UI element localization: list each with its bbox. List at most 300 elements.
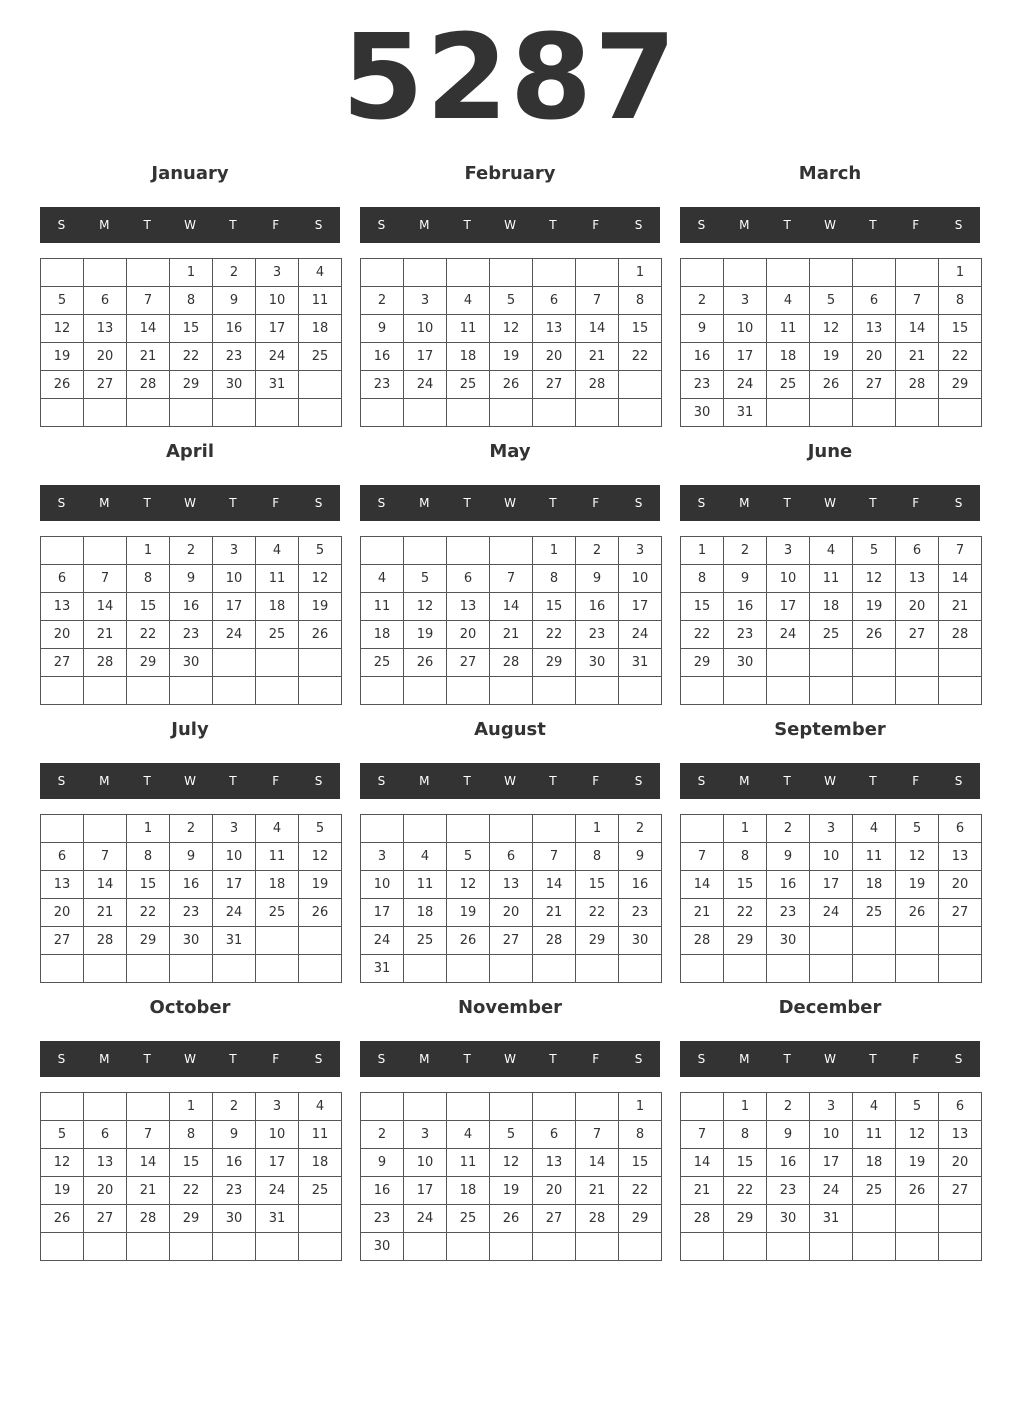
- day-cell: 13: [490, 871, 533, 899]
- day-cell: 8: [127, 565, 170, 593]
- day-cell: 21: [939, 593, 982, 621]
- weekday-label: F: [592, 774, 600, 788]
- week-row: [41, 287, 342, 315]
- day-cell: 5: [299, 537, 342, 565]
- day-cell: 1: [724, 815, 767, 843]
- day-cell: 18: [810, 593, 853, 621]
- empty-day-cell: [619, 955, 662, 983]
- day-cell: 8: [939, 287, 982, 315]
- day-cell: 29: [681, 649, 724, 677]
- weekday-label: M: [99, 218, 110, 232]
- day-cell: 20: [490, 899, 533, 927]
- empty-day-cell: [127, 677, 170, 705]
- day-cell: 13: [84, 1149, 127, 1177]
- day-cell: 7: [84, 565, 127, 593]
- empty-day-cell: [619, 677, 662, 705]
- day-cell: 20: [84, 343, 127, 371]
- days-grid: [680, 536, 982, 705]
- day-cell: 8: [127, 843, 170, 871]
- day-cell: 16: [361, 343, 404, 371]
- day-cell: 18: [256, 871, 299, 899]
- day-cell: 21: [576, 343, 619, 371]
- weekday-label: M: [739, 1052, 750, 1066]
- week-row: [41, 1205, 342, 1233]
- weekday-label: W: [824, 1052, 836, 1066]
- week-row: [41, 315, 342, 343]
- day-cell: 5: [41, 287, 84, 315]
- empty-day-cell: [84, 955, 127, 983]
- day-cell: 23: [170, 899, 213, 927]
- empty-day-cell: [767, 649, 810, 677]
- week-row: [361, 1093, 662, 1121]
- day-cell: 9: [213, 1121, 256, 1149]
- weekday-label: F: [272, 218, 280, 232]
- weekday-label: F: [912, 774, 920, 788]
- day-cell: 18: [447, 1177, 490, 1205]
- day-cell: 18: [447, 343, 490, 371]
- empty-day-cell: [84, 815, 127, 843]
- week-row: [361, 371, 662, 399]
- day-cell: 6: [896, 537, 939, 565]
- weekday-label: T: [869, 1052, 877, 1066]
- empty-day-cell: [533, 677, 576, 705]
- day-cell: 19: [41, 343, 84, 371]
- day-cell: 18: [361, 621, 404, 649]
- empty-day-cell: [896, 399, 939, 427]
- empty-day-cell: [533, 399, 576, 427]
- empty-day-cell: [853, 927, 896, 955]
- weekday-label: T: [229, 218, 237, 232]
- empty-day-cell: [256, 399, 299, 427]
- day-cell: 8: [681, 565, 724, 593]
- day-cell: 21: [127, 1177, 170, 1205]
- day-cell: 4: [361, 565, 404, 593]
- day-cell: 17: [404, 1177, 447, 1205]
- empty-day-cell: [681, 677, 724, 705]
- weekday-label: T: [783, 1052, 791, 1066]
- weekday-label: M: [739, 218, 750, 232]
- day-cell: 27: [533, 371, 576, 399]
- weekday-label: M: [739, 774, 750, 788]
- day-cell: 6: [939, 815, 982, 843]
- day-cell: 27: [853, 371, 896, 399]
- week-row: [41, 1093, 342, 1121]
- empty-day-cell: [810, 955, 853, 983]
- week-row: [681, 343, 982, 371]
- day-cell: 19: [853, 593, 896, 621]
- day-cell: 6: [41, 843, 84, 871]
- day-cell: 10: [767, 565, 810, 593]
- week-row: [361, 815, 662, 843]
- day-cell: 12: [41, 315, 84, 343]
- week-row: [681, 537, 982, 565]
- week-row: [41, 371, 342, 399]
- day-cell: 5: [41, 1121, 84, 1149]
- day-cell: 23: [767, 899, 810, 927]
- day-cell: 30: [361, 1233, 404, 1261]
- day-cell: 13: [853, 315, 896, 343]
- day-cell: 29: [724, 1205, 767, 1233]
- day-cell: 19: [41, 1177, 84, 1205]
- day-cell: 17: [767, 593, 810, 621]
- day-cell: 2: [767, 815, 810, 843]
- day-cell: 11: [299, 1121, 342, 1149]
- empty-day-cell: [896, 955, 939, 983]
- day-cell: 10: [619, 565, 662, 593]
- week-row: [41, 621, 342, 649]
- day-cell: 3: [256, 259, 299, 287]
- day-cell: 22: [576, 899, 619, 927]
- day-cell: 13: [447, 593, 490, 621]
- empty-day-cell: [170, 677, 213, 705]
- day-cell: 3: [724, 287, 767, 315]
- weekday-label: W: [504, 1052, 516, 1066]
- day-cell: 24: [256, 1177, 299, 1205]
- day-cell: 7: [127, 287, 170, 315]
- day-cell: 5: [404, 565, 447, 593]
- day-cell: 7: [939, 537, 982, 565]
- day-cell: 8: [170, 287, 213, 315]
- weekday-label: W: [824, 218, 836, 232]
- week-row: [681, 593, 982, 621]
- week-row: [681, 843, 982, 871]
- weekday-header: [360, 1041, 660, 1077]
- day-cell: 22: [127, 899, 170, 927]
- days-grid: [40, 814, 342, 983]
- day-cell: 3: [256, 1093, 299, 1121]
- day-cell: 29: [619, 1205, 662, 1233]
- day-cell: 31: [619, 649, 662, 677]
- day-cell: 28: [939, 621, 982, 649]
- day-cell: 29: [127, 927, 170, 955]
- day-cell: 12: [896, 1121, 939, 1149]
- day-cell: 3: [404, 1121, 447, 1149]
- week-row: [361, 343, 662, 371]
- week-row: [361, 259, 662, 287]
- weekday-label: S: [57, 774, 66, 788]
- empty-day-cell: [213, 677, 256, 705]
- week-row: [681, 399, 982, 427]
- year-title: 5287: [341, 8, 679, 146]
- day-cell: 28: [84, 649, 127, 677]
- day-cell: 19: [810, 343, 853, 371]
- weekday-label: S: [634, 774, 643, 788]
- day-cell: 7: [84, 843, 127, 871]
- day-cell: 22: [533, 621, 576, 649]
- day-cell: 6: [41, 565, 84, 593]
- day-cell: 25: [299, 343, 342, 371]
- day-cell: 11: [361, 593, 404, 621]
- day-cell: 3: [767, 537, 810, 565]
- day-cell: 27: [939, 899, 982, 927]
- day-cell: 5: [447, 843, 490, 871]
- weekday-label: M: [419, 218, 430, 232]
- day-cell: 14: [84, 871, 127, 899]
- day-cell: 28: [490, 649, 533, 677]
- empty-day-cell: [619, 1233, 662, 1261]
- day-cell: 13: [939, 843, 982, 871]
- empty-day-cell: [810, 927, 853, 955]
- empty-day-cell: [127, 259, 170, 287]
- day-cell: 24: [810, 1177, 853, 1205]
- month-name: April: [165, 441, 215, 462]
- weekday-label: T: [229, 1052, 237, 1066]
- day-cell: 9: [170, 843, 213, 871]
- weekday-header: [40, 207, 340, 243]
- empty-day-cell: [490, 537, 533, 565]
- weekday-label: S: [697, 1052, 706, 1066]
- day-cell: 17: [619, 593, 662, 621]
- day-cell: 30: [213, 1205, 256, 1233]
- week-row: [361, 1121, 662, 1149]
- day-cell: 25: [404, 927, 447, 955]
- week-row: [361, 649, 662, 677]
- empty-day-cell: [41, 537, 84, 565]
- empty-day-cell: [896, 677, 939, 705]
- day-cell: 7: [127, 1121, 170, 1149]
- empty-day-cell: [619, 399, 662, 427]
- empty-day-cell: [896, 259, 939, 287]
- weekday-label: M: [419, 1052, 430, 1066]
- day-cell: 2: [213, 1093, 256, 1121]
- day-cell: 2: [170, 537, 213, 565]
- day-cell: 26: [447, 927, 490, 955]
- week-row: [681, 1093, 982, 1121]
- weekday-label: W: [824, 774, 836, 788]
- month-name: October: [149, 997, 231, 1018]
- weekday-label: F: [272, 1052, 280, 1066]
- day-cell: 24: [619, 621, 662, 649]
- day-cell: 8: [619, 287, 662, 315]
- weekday-label: S: [954, 218, 963, 232]
- day-cell: 18: [404, 899, 447, 927]
- day-cell: 12: [896, 843, 939, 871]
- empty-day-cell: [767, 399, 810, 427]
- weekday-label: T: [549, 1052, 557, 1066]
- week-row: [681, 649, 982, 677]
- week-row: [361, 565, 662, 593]
- weekday-header: [40, 763, 340, 799]
- day-cell: 19: [299, 593, 342, 621]
- day-cell: 5: [299, 815, 342, 843]
- empty-day-cell: [84, 1093, 127, 1121]
- day-cell: 20: [447, 621, 490, 649]
- day-cell: 25: [361, 649, 404, 677]
- empty-day-cell: [939, 399, 982, 427]
- weekday-label: W: [184, 774, 196, 788]
- empty-day-cell: [256, 927, 299, 955]
- empty-day-cell: [681, 955, 724, 983]
- day-cell: 12: [810, 315, 853, 343]
- empty-day-cell: [724, 259, 767, 287]
- day-cell: 29: [576, 927, 619, 955]
- month-name: July: [171, 719, 209, 740]
- day-cell: 15: [681, 593, 724, 621]
- day-cell: 15: [127, 871, 170, 899]
- day-cell: 20: [853, 343, 896, 371]
- empty-day-cell: [810, 677, 853, 705]
- day-cell: 5: [810, 287, 853, 315]
- week-row: [361, 1177, 662, 1205]
- day-cell: 23: [361, 371, 404, 399]
- day-cell: 17: [256, 315, 299, 343]
- empty-day-cell: [84, 399, 127, 427]
- weekday-label: T: [463, 774, 471, 788]
- week-row: [681, 899, 982, 927]
- day-cell: 19: [490, 343, 533, 371]
- day-cell: 5: [490, 1121, 533, 1149]
- day-cell: 16: [619, 871, 662, 899]
- day-cell: 11: [256, 843, 299, 871]
- week-row: [681, 259, 982, 287]
- day-cell: 1: [170, 259, 213, 287]
- day-cell: 27: [84, 371, 127, 399]
- day-cell: 14: [127, 1149, 170, 1177]
- day-cell: 19: [896, 1149, 939, 1177]
- day-cell: 26: [490, 1205, 533, 1233]
- week-row: [681, 1149, 982, 1177]
- day-cell: 9: [767, 1121, 810, 1149]
- empty-day-cell: [256, 649, 299, 677]
- day-cell: 14: [896, 315, 939, 343]
- empty-day-cell: [404, 677, 447, 705]
- weekday-label: W: [184, 218, 196, 232]
- day-cell: 31: [256, 371, 299, 399]
- day-cell: 22: [724, 899, 767, 927]
- empty-day-cell: [896, 927, 939, 955]
- weekday-label: T: [549, 774, 557, 788]
- empty-day-cell: [404, 815, 447, 843]
- month-name: December: [778, 997, 882, 1018]
- empty-day-cell: [361, 677, 404, 705]
- weekday-label: W: [504, 774, 516, 788]
- day-cell: 11: [853, 843, 896, 871]
- day-cell: 3: [619, 537, 662, 565]
- day-cell: 6: [939, 1093, 982, 1121]
- day-cell: 8: [576, 843, 619, 871]
- weekday-label: F: [912, 496, 920, 510]
- day-cell: 28: [681, 1205, 724, 1233]
- empty-day-cell: [724, 955, 767, 983]
- day-cell: 4: [256, 815, 299, 843]
- week-row: [41, 843, 342, 871]
- day-cell: 11: [767, 315, 810, 343]
- empty-day-cell: [299, 1205, 342, 1233]
- empty-day-cell: [404, 537, 447, 565]
- month-name: September: [774, 719, 886, 740]
- weekday-label: T: [783, 774, 791, 788]
- day-cell: 2: [576, 537, 619, 565]
- week-row: [681, 565, 982, 593]
- week-row: [681, 677, 982, 705]
- day-cell: 26: [810, 371, 853, 399]
- week-row: [41, 1149, 342, 1177]
- empty-day-cell: [256, 677, 299, 705]
- day-cell: 13: [41, 871, 84, 899]
- day-cell: 28: [681, 927, 724, 955]
- day-cell: 1: [619, 259, 662, 287]
- week-row: [41, 343, 342, 371]
- day-cell: 28: [576, 1205, 619, 1233]
- day-cell: 29: [127, 649, 170, 677]
- day-cell: 20: [533, 343, 576, 371]
- week-row: [681, 621, 982, 649]
- day-cell: 22: [724, 1177, 767, 1205]
- day-cell: 16: [724, 593, 767, 621]
- day-cell: 29: [170, 1205, 213, 1233]
- weekday-header: [360, 763, 660, 799]
- day-cell: 24: [361, 927, 404, 955]
- day-cell: 18: [767, 343, 810, 371]
- day-cell: 2: [213, 259, 256, 287]
- day-cell: 7: [681, 843, 724, 871]
- day-cell: 24: [404, 1205, 447, 1233]
- weekday-label: S: [954, 774, 963, 788]
- empty-day-cell: [533, 815, 576, 843]
- day-cell: 28: [576, 371, 619, 399]
- week-row: [681, 871, 982, 899]
- week-row: [681, 927, 982, 955]
- day-cell: 18: [256, 593, 299, 621]
- empty-day-cell: [84, 259, 127, 287]
- day-cell: 27: [490, 927, 533, 955]
- weekday-header: [40, 485, 340, 521]
- empty-day-cell: [533, 259, 576, 287]
- empty-day-cell: [681, 815, 724, 843]
- empty-day-cell: [939, 955, 982, 983]
- day-cell: 8: [533, 565, 576, 593]
- weekday-label: M: [739, 496, 750, 510]
- day-cell: 5: [853, 537, 896, 565]
- day-cell: 9: [213, 287, 256, 315]
- day-cell: 10: [256, 1121, 299, 1149]
- empty-day-cell: [299, 955, 342, 983]
- day-cell: 30: [170, 927, 213, 955]
- empty-day-cell: [41, 399, 84, 427]
- week-row: [41, 899, 342, 927]
- day-cell: 12: [299, 843, 342, 871]
- day-cell: 6: [84, 1121, 127, 1149]
- day-cell: 15: [619, 1149, 662, 1177]
- day-cell: 18: [853, 871, 896, 899]
- empty-day-cell: [170, 955, 213, 983]
- empty-day-cell: [361, 1093, 404, 1121]
- day-cell: 26: [299, 621, 342, 649]
- day-cell: 18: [853, 1149, 896, 1177]
- week-row: [41, 955, 342, 983]
- day-cell: 7: [576, 287, 619, 315]
- weekday-label: S: [314, 774, 323, 788]
- empty-day-cell: [299, 927, 342, 955]
- week-row: [41, 1233, 342, 1261]
- day-cell: 19: [404, 621, 447, 649]
- day-cell: 3: [810, 815, 853, 843]
- empty-day-cell: [939, 1205, 982, 1233]
- weekday-label: S: [634, 218, 643, 232]
- day-cell: 5: [490, 287, 533, 315]
- day-cell: 10: [724, 315, 767, 343]
- day-cell: 20: [896, 593, 939, 621]
- day-cell: 1: [533, 537, 576, 565]
- week-row: [681, 1177, 982, 1205]
- day-cell: 4: [404, 843, 447, 871]
- day-cell: 14: [84, 593, 127, 621]
- empty-day-cell: [213, 399, 256, 427]
- day-cell: 18: [299, 1149, 342, 1177]
- day-cell: 13: [896, 565, 939, 593]
- week-row: [361, 677, 662, 705]
- empty-day-cell: [256, 1233, 299, 1261]
